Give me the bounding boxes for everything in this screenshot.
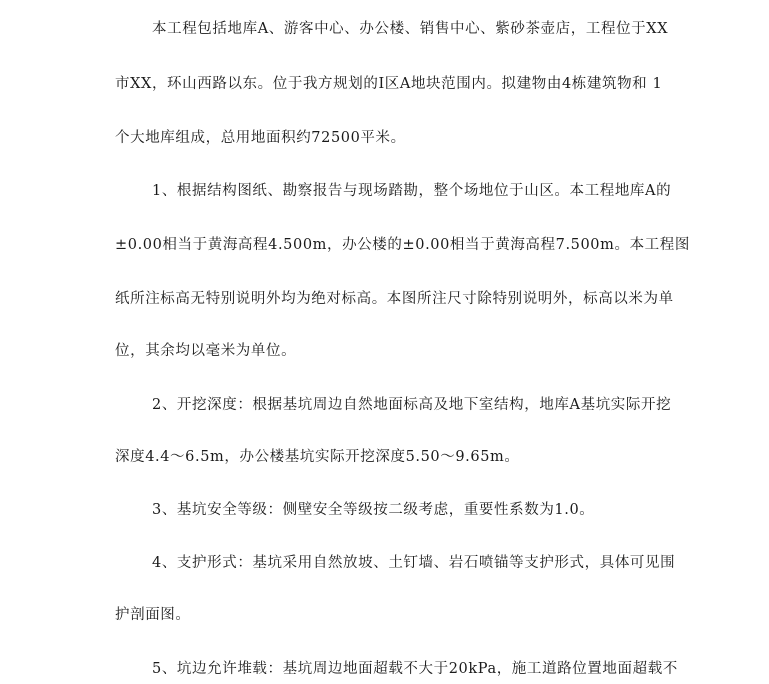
item-3-line-1: 3、基坑安全等级：侧壁安全等级按二级考虑，重要性系数为1.0。 bbox=[152, 502, 595, 518]
item-5-line-1: 5、坑边允许堆载：基坑周边地面超载不大于20kPa，施工道路位置地面超载不 bbox=[152, 661, 678, 677]
item-2-line-1: 2、开挖深度：根据基坑周边自然地面标高及地下室结构，地库A基坑实际开挖 bbox=[152, 397, 672, 413]
item-4-line-2: 护剖面图。 bbox=[115, 607, 191, 623]
item-4-line-1: 4、支护形式：基坑采用自然放坡、土钉墙、岩石喷锚等支护形式，具体可见围 bbox=[152, 555, 676, 571]
paragraph-line-3: 个大地库组成，总用地面积约72500平米。 bbox=[115, 130, 406, 146]
item-1-line-4: 位，其余均以毫米为单位。 bbox=[115, 343, 297, 359]
paragraph-line-1: 本工程包括地库A、游客中心、办公楼、销售中心、紫砂茶壶店，工程位于XX bbox=[152, 21, 669, 37]
item-1-line-3: 纸所注标高无特别说明外均为绝对标高。本图所注尺寸除特别说明外，标高以米为单 bbox=[115, 291, 674, 307]
item-1-line-2: ±0.00相当于黄海高程4.500m，办公楼的±0.00相当于黄海高程7.500m。本工程图 bbox=[115, 237, 690, 253]
paragraph-line-2: 市XX，环山西路以东。位于我方规划的Ⅰ区A地块范围内。拟建物由4栋建筑物和 1 bbox=[115, 76, 663, 92]
item-1-line-1: 1、根据结构图纸、勘察报告与现场踏勘，整个场地位于山区。本工程地库A的 bbox=[152, 183, 672, 199]
item-2-line-2: 深度4.4～6.5m，办公楼基坑实际开挖深度5.50～9.65m。 bbox=[115, 449, 520, 465]
